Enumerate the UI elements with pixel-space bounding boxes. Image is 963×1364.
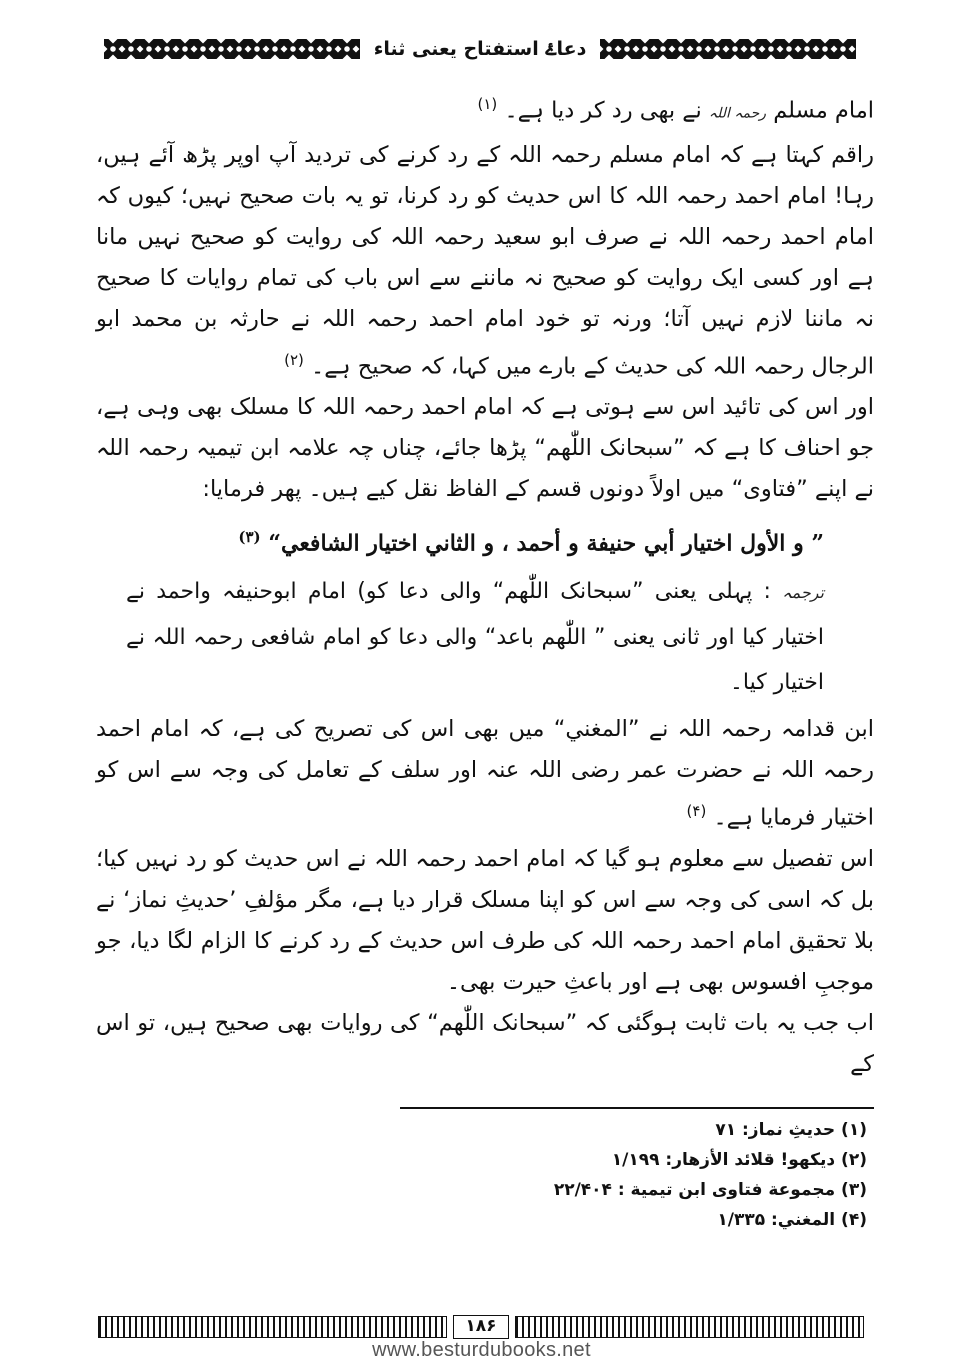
page-footer	[98, 1313, 864, 1341]
page-number: ۱۸۶	[453, 1315, 509, 1339]
paragraph-1	[96, 84, 874, 135]
watermark-url: www.besturdubooks.net	[372, 1339, 591, 1361]
arabic-quote-text: ” و الأول اختيار أبي حنيفة و أحمد ، و الثاني اختيار الشافعي“	[268, 530, 824, 557]
footnotes	[393, 1115, 867, 1235]
paragraph-1-after: نے بھی رد کر دیا ہے۔	[504, 97, 702, 124]
paragraph-2	[96, 135, 874, 388]
header-ornament-left	[104, 39, 360, 59]
paragraph-4-text: ابن قدامہ رحمہ اللہ نے ”المغني“ میں بھی اس کی تصریح کی ہے، کہ امام احمد رحمہ اللہ نے حضرت عمر رضی اللہ عنہ اور سلف کے تعامل کی وجہ سے اس کو اختیار فرمایا ہے۔	[96, 716, 874, 831]
paragraph-2-text: راقم کہتا ہے کہ امام مسلم رحمہ اللہ کے رد کرنے کی تردید آپ اوپر پڑھ آئے ہیں، رہا! امام احمد رحمہ اللہ کا اس حدیث کو رد کرنا، تو یہ بات صحیح نہیں؛ کیوں کہ امام احمد رحمہ اللہ نے صرف ابو سعید رحمہ اللہ کی روایت کو صحیح نہیں مانا ہے اور کسی ایک روایت کو صحیح نہ ماننے سے اس باب کی تمام روایات کا صحیح نہ ماننا لازم نہیں آتا؛ ورنہ تو خود امام احمد رحمہ اللہ نے حارثہ بن محمد ابو الرجال رحمہ اللہ کی حدیث کے بارے میں کہا، کہ صحیح ہے۔	[96, 141, 874, 379]
paragraph-3	[96, 387, 874, 510]
paragraph-1-before: امام مسلم	[773, 97, 874, 124]
footer-ornament-right	[515, 1316, 864, 1338]
footnote-ref-3: (۳)	[238, 528, 261, 546]
arabic-quote	[96, 516, 824, 565]
paragraph-4	[96, 709, 874, 839]
translation-label: ترجمہ	[782, 583, 824, 603]
running-header	[100, 32, 860, 66]
paragraph-5-text: اس تفصیل سے معلوم ہو گیا کہ امام احمد رحمہ اللہ نے اس حدیث کو رد نہیں کیا؛ بل کہ اسی کی وجہ سے اس کو اپنا مسلک قرار دیا ہے، مگر مؤلفِ ’حدیثِ نماز‘ نے بلا تحقیق امام احمد رحمہ اللہ کی طرف اس حدیث کے رد کرنے کا الزام لگا دیا، جو موجبِ افسوس بھی ہے اور باعثِ حیرت بھی۔	[96, 845, 874, 995]
footnote-4: (۴) المغني: ۱/۳۳۵	[717, 1210, 867, 1230]
footnote-ref-2: (۲)	[284, 350, 304, 369]
paragraph-3-text: اور اس کی تائید اس سے ہوتی ہے کہ امام احمد رحمہ اللہ کا مسلک بھی وہی ہے، جو احناف کا ہے کہ ”سبحانک اللّٰھم“ پڑھا جائے، چناں چہ علامہ ابن تیمیہ رحمہ اللہ نے اپنے ”فتاوی“ میں اولاً دونوں قسم کے الفاظ نقل کیے ہیں۔ پھر فرمایا:	[96, 394, 874, 502]
footnote-1: (۱) حدیثِ نماز: ۷۱	[715, 1120, 867, 1140]
honorific: رحمہ اللہ	[708, 105, 767, 122]
footer-ornament-left	[98, 1316, 447, 1338]
header-title: دعاۓ استفتاح یعنی ثناء	[373, 38, 587, 60]
main-text	[96, 84, 874, 1085]
translation-text: : پہلی یعنی ”سبحانک اللّٰھم“ والی دعا کو) امام ابوحنیفہ واحمد نے اختیار کیا اور ثانی یعنی ” اللّٰھم باعد“ والی دعا کو امام شافعی رحمہ اللہ نے اختیار کیا۔	[126, 579, 824, 696]
footnote-ref-4: (۴)	[686, 802, 707, 821]
paragraph-6	[96, 1003, 874, 1085]
footnote-3: (۳) مجموعة فتاوى ابن تيمية : ۲۲/۴۰۴	[553, 1180, 867, 1200]
header-ornament-right	[600, 39, 856, 59]
paragraph-5	[96, 839, 874, 1003]
footnote-2: (۲) دیکھو! قلائد الأزهار: ۱/۱۹۹	[611, 1150, 867, 1170]
paragraph-6-text: اب جب یہ بات ثابت ہوگئی کہ ”سبحانک اللّٰھم“ کی روایات بھی صحیح ہیں، تو اس کے	[96, 1009, 874, 1077]
footnote-divider	[400, 1107, 874, 1109]
footnote-ref-1: (۱)	[477, 95, 498, 113]
translation-block	[126, 569, 824, 705]
